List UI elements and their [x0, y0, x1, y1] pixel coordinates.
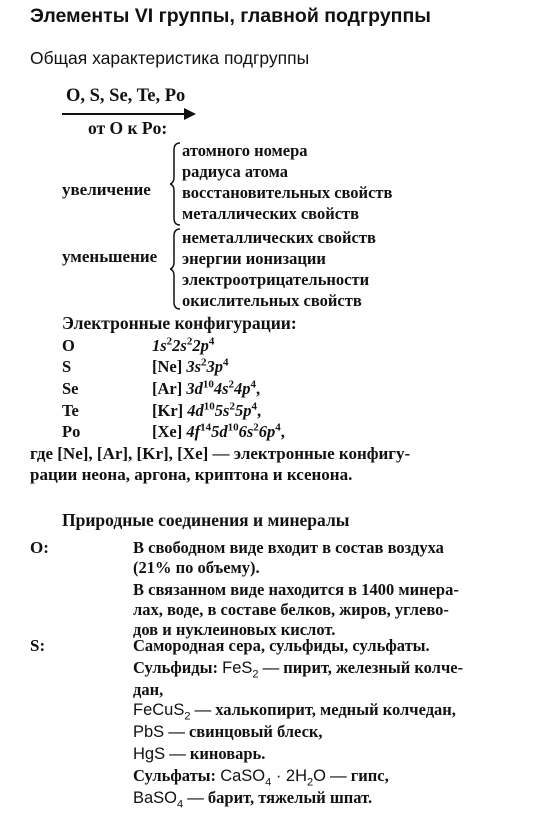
config-electron-count: 2 — [228, 378, 235, 391]
config-orbital: 4p — [234, 379, 251, 398]
gypsum-subscript: 4 — [265, 776, 272, 789]
config-orbital: 3p — [206, 357, 224, 376]
oxygen-line: лах, воде, в составе белков, жиров, углево- — [133, 600, 449, 619]
config-electron-count: 2 — [229, 400, 235, 413]
config-end: , — [280, 422, 285, 441]
config-electron-count: 4 — [251, 400, 257, 413]
decrease-brace-icon — [170, 228, 182, 310]
config-electron-count: 4 — [223, 356, 229, 369]
config-orbital: 3s — [186, 357, 202, 376]
barite-line — [133, 788, 373, 811]
decrease-item: электроотрицательности — [182, 270, 370, 289]
chalcopyrite-formula: FeCuS — [133, 701, 185, 719]
increase-brace-icon — [170, 142, 182, 226]
sulfides-line: дан, — [133, 680, 164, 699]
note-line: рации неона, аргона, криптона и ксенона. — [30, 465, 353, 484]
config-electron-count: 2 — [166, 335, 173, 348]
config-core: [Ne] — [152, 357, 187, 376]
sulfides-prefix: Сульфиды: — [133, 658, 223, 677]
increase-item: атомного номера — [182, 141, 308, 160]
config-electron-count: 2 — [201, 356, 207, 369]
chalcopyrite-desc: — халькопирит, медный колчедан, — [190, 700, 456, 719]
config-orbital: 4d — [187, 401, 204, 420]
config-electron-count: 4 — [208, 335, 215, 348]
config-element-symbol: S — [62, 357, 72, 376]
config-electron-count: 4 — [250, 378, 257, 391]
gypsum-water: · 2H — [271, 767, 308, 785]
increase-label: увеличение — [62, 180, 151, 199]
cinnabar-line — [133, 744, 265, 764]
sulfur-label: S: — [30, 636, 46, 655]
oxygen-line: (21% по объему). — [133, 558, 260, 577]
config-electron-count: 4 — [275, 421, 281, 434]
barite-subscript: 4 — [177, 798, 184, 811]
increase-item: металлических свойств — [182, 204, 360, 223]
chalcopyrite-subscript: 2 — [184, 710, 191, 723]
config-end: , — [256, 379, 261, 398]
element-list: O, S, Se, Te, Po — [66, 86, 186, 106]
pyrite-desc: — пирит, железный колче- — [258, 658, 464, 677]
config-orbital: 5p — [234, 401, 252, 420]
config-orbital: 3d — [186, 379, 203, 398]
config-electron-count: 10 — [202, 378, 214, 391]
galena-line — [133, 722, 323, 742]
config-orbital: 6p — [258, 422, 276, 441]
pyrite-formula: FeS — [222, 659, 253, 677]
config-orbital: 5s — [214, 401, 230, 420]
config-orbital: 6s — [238, 422, 254, 441]
sulfur-line: Самородная сера, сульфиды, сульфаты. — [133, 636, 430, 655]
config-orbital: 4s — [213, 379, 229, 398]
galena-desc: — свинцовый блеск, — [164, 722, 323, 741]
config-orbital: 1s — [152, 336, 167, 355]
arrow-right-icon — [184, 108, 196, 120]
cinnabar-formula: HgS — [133, 745, 166, 763]
minerals-heading: Природные соединения и минералы — [62, 510, 350, 530]
oxygen-line: дов и нуклеиновых кислот. — [133, 620, 336, 639]
config-orbital: 4f — [186, 422, 201, 441]
config-element-symbol: O — [62, 336, 75, 355]
config-electron-count: 10 — [227, 421, 239, 434]
galena-formula: PbS — [133, 723, 165, 741]
water-oxygen: O — [313, 767, 326, 785]
pyrite-subscript: 2 — [252, 668, 259, 681]
config-value — [152, 401, 261, 421]
configs-heading: Электронные конфигурации: — [62, 313, 297, 333]
config-value — [152, 379, 260, 399]
gypsum-formula: CaSO — [220, 767, 266, 785]
config-electron-count: 2 — [186, 335, 193, 348]
config-electron-count: 2 — [253, 421, 259, 434]
config-core: [Ar] — [152, 379, 187, 398]
config-core: [Kr] — [152, 401, 188, 420]
chalcopyrite-line — [133, 700, 456, 723]
sulfates-prefix: Сульфаты: — [133, 766, 221, 785]
gypsum-desc: — гипс, — [325, 766, 389, 785]
section-subtitle: Общая характеристика подгруппы — [30, 48, 310, 68]
barite-formula: BaSO — [133, 789, 178, 807]
config-value — [152, 336, 214, 356]
cinnabar-desc: — киноварь. — [165, 744, 266, 763]
config-value — [152, 422, 285, 442]
increase-item: восстановительных свойств — [182, 183, 393, 202]
oxygen-label: O: — [30, 538, 49, 557]
barite-desc: — барит, тяжелый шпат. — [183, 788, 373, 807]
sulfates-line — [133, 766, 389, 789]
direction-label: от O к Po: — [88, 118, 168, 138]
note-line: где [Ne], [Ar], [Kr], [Xe] — электронные конфигу- — [30, 444, 411, 463]
config-end: , — [256, 401, 262, 420]
config-orbital: 2s — [172, 336, 187, 355]
oxygen-line: В связанном виде находится в 1400 минера- — [133, 580, 459, 599]
increase-item: радиуса атома — [182, 162, 288, 181]
config-element-symbol: Te — [62, 401, 79, 420]
water-subscript: 2 — [307, 776, 314, 789]
config-orbital: 5d — [211, 422, 228, 441]
oxygen-line: В свободном виде входит в состав воздуха — [133, 538, 444, 557]
config-core: [Xe] — [152, 422, 187, 441]
config-electron-count: 14 — [200, 421, 212, 434]
config-electron-count: 10 — [203, 400, 215, 413]
config-element-symbol: Po — [62, 422, 81, 441]
config-element-symbol: Se — [62, 379, 79, 398]
direction-arrow-line — [62, 113, 190, 115]
decrease-item: окислительных свойств — [182, 291, 362, 310]
sulfides-line — [133, 658, 464, 681]
decrease-item: энергии ионизации — [182, 249, 326, 268]
config-orbital: 2p — [192, 336, 209, 355]
page-title: Элементы VI группы, главной подгруппы — [30, 5, 431, 27]
decrease-item: неметаллических свойств — [182, 228, 376, 247]
config-value — [152, 357, 229, 377]
decrease-label: уменьшение — [62, 247, 158, 266]
